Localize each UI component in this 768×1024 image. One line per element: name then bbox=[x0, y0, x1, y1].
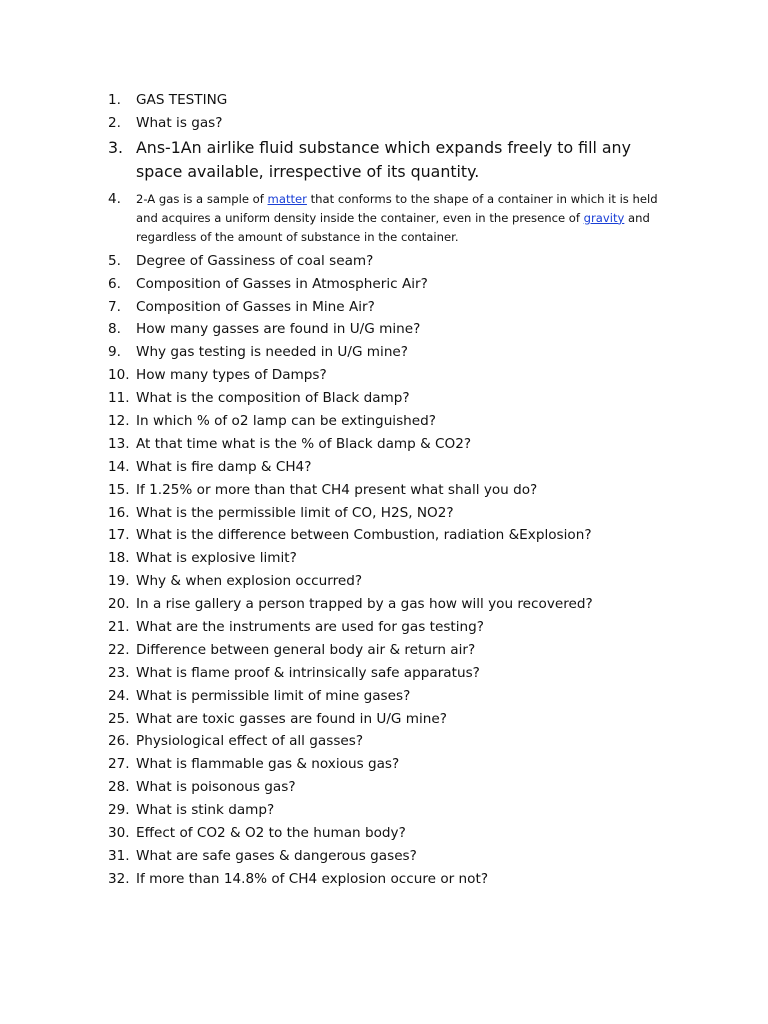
list-item bbox=[108, 113, 668, 133]
item-number: 5. bbox=[108, 252, 121, 269]
item-number: 31. bbox=[108, 847, 130, 864]
item-text: Composition of Gasses in Atmospheric Air? bbox=[136, 275, 428, 292]
item-text: What is stink damp? bbox=[136, 802, 275, 819]
question-list bbox=[108, 90, 668, 892]
list-item bbox=[108, 754, 668, 774]
list-item bbox=[108, 251, 668, 271]
item-number: 19. bbox=[108, 573, 130, 590]
matter-link[interactable]: matter bbox=[267, 191, 307, 206]
list-item bbox=[108, 136, 668, 184]
item-text: What are toxic gasses are found in U/G mine? bbox=[136, 710, 447, 727]
item-text: What is explosive limit? bbox=[136, 550, 297, 567]
item-text: In a rise gallery a person trapped by a gas how will you recovered? bbox=[136, 596, 593, 613]
item-number: 30. bbox=[108, 825, 130, 842]
item-text: What is the permissible limit of CO, H2S, NO2? bbox=[136, 504, 454, 521]
item-number: 24. bbox=[108, 687, 130, 704]
list-item bbox=[108, 190, 668, 247]
item-number: 28. bbox=[108, 779, 130, 796]
item-number: 20. bbox=[108, 596, 130, 613]
list-item bbox=[108, 457, 668, 477]
item-number: 26. bbox=[108, 733, 130, 750]
item-number: 11. bbox=[108, 390, 130, 407]
item-text: If 1.25% or more than that CH4 present what shall you do? bbox=[136, 481, 538, 498]
list-item bbox=[108, 640, 668, 660]
item-text: Difference between general body air & return air? bbox=[136, 641, 476, 658]
list-item bbox=[108, 777, 668, 797]
item-number: 2. bbox=[108, 114, 121, 131]
item-text: How many types of Damps? bbox=[136, 367, 327, 384]
item-text: How many gasses are found in U/G mine? bbox=[136, 321, 421, 338]
list-item bbox=[108, 548, 668, 568]
item-number: 16. bbox=[108, 504, 130, 521]
item-number: 9. bbox=[108, 344, 121, 361]
list-item bbox=[108, 571, 668, 591]
item-text: Ans-1An airlike fluid substance which expands freely to fill any space available, irrespective of its quantity. bbox=[136, 137, 631, 181]
item-number: 21. bbox=[108, 619, 130, 636]
list-item bbox=[108, 274, 668, 294]
item-text: Degree of Gassiness of coal seam? bbox=[136, 252, 374, 269]
list-item bbox=[108, 800, 668, 820]
item-text: Effect of CO2 & O2 to the human body? bbox=[136, 825, 406, 842]
item-text: Why & when explosion occurred? bbox=[136, 573, 363, 590]
list-item bbox=[108, 411, 668, 431]
item-text: What is permissible limit of mine gases? bbox=[136, 687, 411, 704]
list-item bbox=[108, 434, 668, 454]
item-number: 22. bbox=[108, 641, 130, 658]
item-number: 14. bbox=[108, 458, 130, 475]
item-text: What is flammable gas & noxious gas? bbox=[136, 756, 400, 773]
item-text: What is the difference between Combustion, radiation &Explosion? bbox=[136, 527, 592, 544]
item-number: 27. bbox=[108, 756, 130, 773]
item-text: At that time what is the % of Black damp & CO2? bbox=[136, 435, 472, 452]
item-text-part: and regardless of the amount of substance in the container. bbox=[136, 210, 650, 244]
item-text: What is poisonous gas? bbox=[136, 779, 296, 796]
item-text: What is gas? bbox=[136, 114, 223, 131]
list-item bbox=[108, 319, 668, 339]
item-text: In which % of o2 lamp can be extinguished? bbox=[136, 413, 436, 430]
item-text: What are safe gases & dangerous gases? bbox=[136, 847, 417, 864]
item-number: 6. bbox=[108, 275, 121, 292]
item-text: Physiological effect of all gasses? bbox=[136, 733, 364, 750]
item-number: 17. bbox=[108, 527, 130, 544]
list-item bbox=[108, 525, 668, 545]
item-text: What is fire damp & CH4? bbox=[136, 458, 312, 475]
item-text bbox=[136, 190, 668, 247]
item-number: 13. bbox=[108, 435, 130, 452]
list-item bbox=[108, 90, 668, 110]
list-item bbox=[108, 869, 668, 889]
list-item bbox=[108, 731, 668, 751]
item-text-part: that conforms to the shape of a container in which it is held and acquires a uniform density inside the container, even in the presence of bbox=[136, 191, 658, 225]
item-number: 18. bbox=[108, 550, 130, 567]
list-item bbox=[108, 297, 668, 317]
list-item bbox=[108, 365, 668, 385]
list-item bbox=[108, 823, 668, 843]
item-number: 7. bbox=[108, 298, 121, 315]
list-item bbox=[108, 617, 668, 637]
list-item bbox=[108, 686, 668, 706]
item-number: 8. bbox=[108, 321, 121, 338]
list-item bbox=[108, 846, 668, 866]
item-text: GAS TESTING bbox=[136, 92, 228, 108]
item-text: If more than 14.8% of CH4 explosion occure or not? bbox=[136, 870, 489, 887]
item-number: 3. bbox=[108, 137, 124, 157]
list-item bbox=[108, 503, 668, 523]
item-text: What is flame proof & intrinsically safe apparatus? bbox=[136, 664, 480, 681]
item-number: 12. bbox=[108, 413, 130, 430]
item-number: 25. bbox=[108, 710, 130, 727]
item-number: 4. bbox=[108, 190, 121, 207]
list-item bbox=[108, 342, 668, 362]
list-item bbox=[108, 709, 668, 729]
item-text: Composition of Gasses in Mine Air? bbox=[136, 298, 375, 315]
item-text: What is the composition of Black damp? bbox=[136, 390, 410, 407]
item-text: What are the instruments are used for gas testing? bbox=[136, 619, 484, 636]
list-item bbox=[108, 388, 668, 408]
item-number: 10. bbox=[108, 367, 130, 384]
item-number: 23. bbox=[108, 664, 130, 681]
list-item bbox=[108, 594, 668, 614]
item-number: 29. bbox=[108, 802, 130, 819]
gravity-link[interactable]: gravity bbox=[583, 210, 625, 225]
item-number: 1. bbox=[108, 92, 121, 108]
list-item bbox=[108, 663, 668, 683]
list-item bbox=[108, 480, 668, 500]
item-text: Why gas testing is needed in U/G mine? bbox=[136, 344, 409, 361]
item-number: 15. bbox=[108, 481, 130, 498]
item-text-part: 2-A gas is a sample of bbox=[136, 191, 268, 206]
item-number: 32. bbox=[108, 870, 130, 887]
